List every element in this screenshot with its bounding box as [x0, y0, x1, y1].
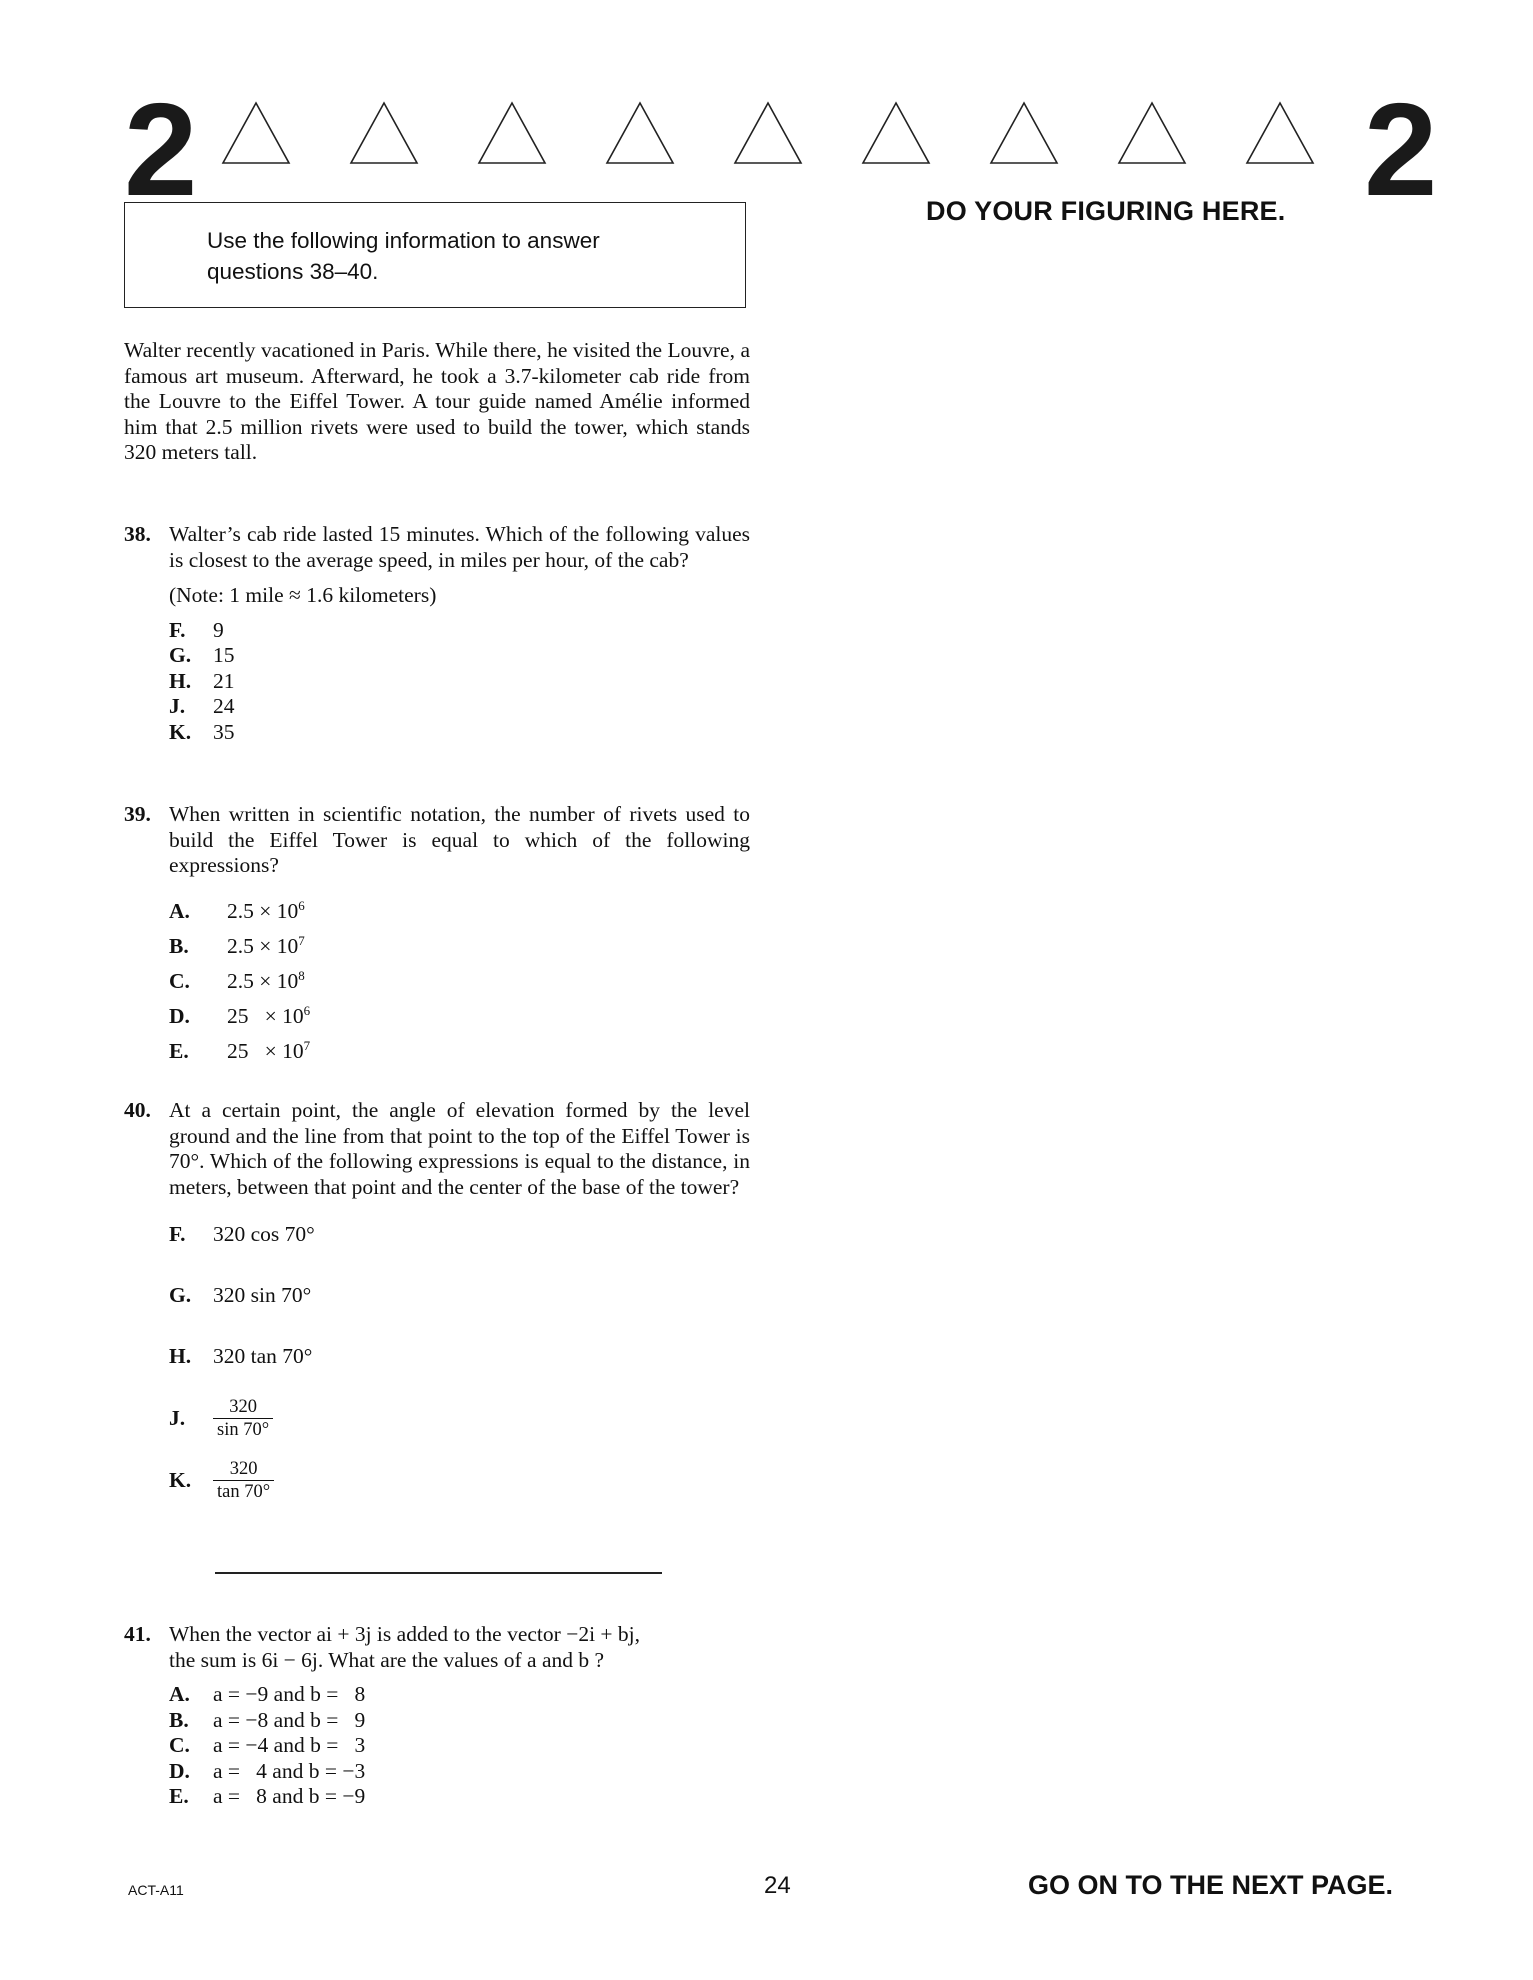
answer-option[interactable]: C. a = −4 and b = 3: [169, 1733, 366, 1757]
answer-option[interactable]: A. $2.5 \times 10^6$: [169, 897, 305, 923]
triangle-icon: [1116, 100, 1188, 166]
answer-options: [169, 1222, 750, 1520]
answer-option[interactable]: J. 24: [169, 694, 235, 718]
triangle-icon: [988, 100, 1060, 166]
answer-options: [169, 1682, 764, 1810]
answer-option[interactable]: A. a = −9 and b = 8: [169, 1682, 366, 1706]
answer-options: [169, 899, 750, 1074]
fraction: $\frac{320}{\sin 70^\circ}$: [213, 1396, 273, 1441]
form-code: ACT-A11: [128, 1882, 184, 1898]
answer-option[interactable]: G. 15: [169, 643, 235, 667]
answer-option[interactable]: G. 320 sin 70°: [169, 1283, 312, 1307]
answer-option[interactable]: D. a = 4 and b = −3: [169, 1758, 366, 1783]
answer-option[interactable]: D. $25 \times 10^6$: [169, 1002, 311, 1028]
answer-option[interactable]: H. 21: [169, 668, 235, 693]
triangle-icon: [1244, 100, 1316, 166]
answer-option[interactable]: F. 9: [169, 617, 224, 642]
question-39: [124, 802, 750, 1074]
question-40: [124, 1098, 750, 1520]
answer-option[interactable]: F. 320 cos 70°: [169, 1222, 315, 1246]
question-text: When written in scientific notation, the number of rivets used to build the Eiffel Tower is equal to which of the following expressions?: [169, 802, 750, 877]
question-38: [124, 522, 750, 745]
triangle-icon: [732, 100, 804, 166]
answer-option[interactable]: E. a = 8 and b = −9: [169, 1784, 366, 1808]
page-number: 24: [764, 1872, 791, 1899]
answer-option[interactable]: H. 320 tan 70°: [169, 1344, 313, 1368]
triangle-row: [220, 100, 1340, 170]
info-box-line-1: Use the following information to answer: [207, 228, 600, 253]
triangle-icon: [348, 100, 420, 166]
triangle-icon: [860, 100, 932, 166]
passage: Walter recently vacationed in Paris. While there, he visited the Louvre, a famous art museum. Afterward, he took a 3.7-kilometer cab ride from the Louvre to the Eiffel Tower. A tour guide named Amélie informed him that 2.5 million rivets were used to build the tower, which stands 320 meters tall.: [124, 338, 750, 464]
figuring-label: DO YOUR FIGURING HERE.: [926, 196, 1286, 226]
triangle-icon: [476, 100, 548, 166]
question-number: 41.: [124, 1622, 151, 1646]
question-number: 40.: [124, 1098, 151, 1122]
answer-option[interactable]: B. $2.5 \times 10^7$: [169, 932, 305, 958]
divider: [215, 1572, 662, 1574]
section-number-right: 2: [1364, 76, 1434, 223]
answer-option[interactable]: K. $\frac{320}{\tan 70^\circ}$: [169, 1458, 750, 1520]
answer-option[interactable]: J. $\frac{320}{\sin 70^\circ}$: [169, 1396, 750, 1458]
answer-options: [169, 618, 750, 746]
info-box: [124, 202, 746, 308]
triangle-icon: [220, 100, 292, 166]
answer-option[interactable]: B. a = −8 and b = 9: [169, 1707, 366, 1732]
question-41: [124, 1622, 764, 1810]
question-text-line-1: When the vector ai + 3j is added to the vector −2i + bj,: [169, 1622, 641, 1646]
question-text: At a certain point, the angle of elevation formed by the level ground and the line from that point to the top of the Eiffel Tower is 70°. Which of the following expressions is equal to the distance, in meters, between that point and the center of the base of the tower?: [169, 1098, 750, 1199]
question-number: 39.: [124, 802, 151, 826]
question-text-line-2: the sum is 6i − 6j. What are the values of a and b ?: [169, 1647, 605, 1672]
fraction: $\frac{320}{\tan 70^\circ}$: [213, 1458, 274, 1503]
question-text: Walter’s cab ride lasted 15 minutes. Which of the following values is closest to the average speed, in miles per hour, of the cab?: [169, 522, 750, 572]
answer-option[interactable]: K. 35: [169, 719, 235, 744]
answer-option[interactable]: E. $25 \times 10^7$: [169, 1037, 311, 1063]
triangle-icon: [604, 100, 676, 166]
go-on-next-page: GO ON TO THE NEXT PAGE.: [1028, 1870, 1394, 1900]
section-number-left: 2: [124, 76, 194, 223]
answer-option[interactable]: C. $2.5 \times 10^8$: [169, 967, 305, 993]
info-box-line-2: questions 38–40.: [207, 259, 379, 284]
question-number: 38.: [124, 522, 151, 546]
question-note: (Note: 1 mile ≈ 1.6 kilometers): [169, 583, 437, 607]
